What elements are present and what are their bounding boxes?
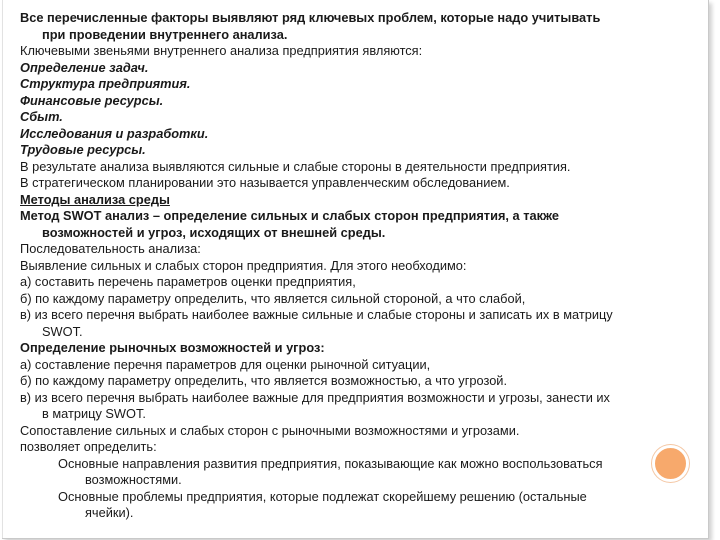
text-line: Определение рыночных возможностей и угроз:: [20, 340, 325, 355]
text-line: Сбыт.: [20, 109, 63, 124]
text-line: Основные проблемы предприятия, которые подлежат скорейшему решению (остальные: [58, 488, 587, 504]
text-line: при проведении внутреннего анализа.: [42, 26, 288, 42]
text-line: Определение задач.: [20, 59, 149, 75]
text-line: а) составить перечень параметров оценки предприятия,: [20, 274, 356, 289]
text-line: Основные направления развития предприятия, показывающие как можно воспользоваться: [58, 455, 603, 471]
text-line: SWOT.: [42, 323, 83, 339]
text-line: возможностями.: [85, 472, 182, 487]
text-line: а) составление перечня параметров для оценки рыночной ситуации,: [20, 356, 431, 372]
text-line: Исследования и разработки.: [20, 125, 209, 141]
text-line: В результате анализа выявляются сильные и слабые стороны в деятельности предприятия.: [20, 158, 571, 174]
text-line: Методы анализа среды: [20, 191, 170, 207]
text-line: в) из всего перечня выбрать наиболее важные сильные и слабые стороны и записать их в матрицу: [20, 307, 613, 322]
text-line: в матрицу SWOT.: [42, 406, 146, 421]
text-line: Ключевыми звеньями внутреннего анализа предприятия являются:: [20, 43, 423, 58]
text-line: Сопоставление сильных и слабых сторон с рыночными возможностями и угрозами.: [20, 422, 520, 438]
text-line: Все перечисленные факторы выявляют ряд ключевых проблем, которые надо учитывать: [20, 10, 601, 25]
text-line: Структура предприятия.: [20, 76, 191, 91]
decorative-circle: [652, 445, 689, 482]
text-line: Трудовые ресурсы.: [20, 142, 146, 157]
document-body: [20, 10, 700, 522]
text-line: Метод SWOT анализ – определение сильных и слабых сторон предприятия, а также: [20, 208, 559, 223]
text-line: В стратегическом планировании это называется управленческим обследованием.: [20, 175, 510, 190]
text-line: б) по каждому параметру определить, что является сильной стороной, а что слабой,: [20, 290, 526, 306]
text-line: б) по каждому параметру определить, что является возможностью, а что угрозой.: [20, 373, 508, 388]
text-line: Финансовые ресурсы.: [20, 92, 164, 108]
text-line: ячейки).: [85, 505, 134, 520]
text-line: позволяет определить:: [20, 439, 157, 454]
text-line: в) из всего перечня выбрать наиболее важные для предприятия возможности и угрозы, занести их: [20, 389, 610, 405]
text-line: возможностей и угроз, исходящих от внешней среды.: [42, 224, 386, 240]
text-line: Последовательность анализа:: [20, 241, 201, 256]
text-line: Выявление сильных и слабых сторон предприятия. Для этого необходимо:: [20, 257, 467, 273]
